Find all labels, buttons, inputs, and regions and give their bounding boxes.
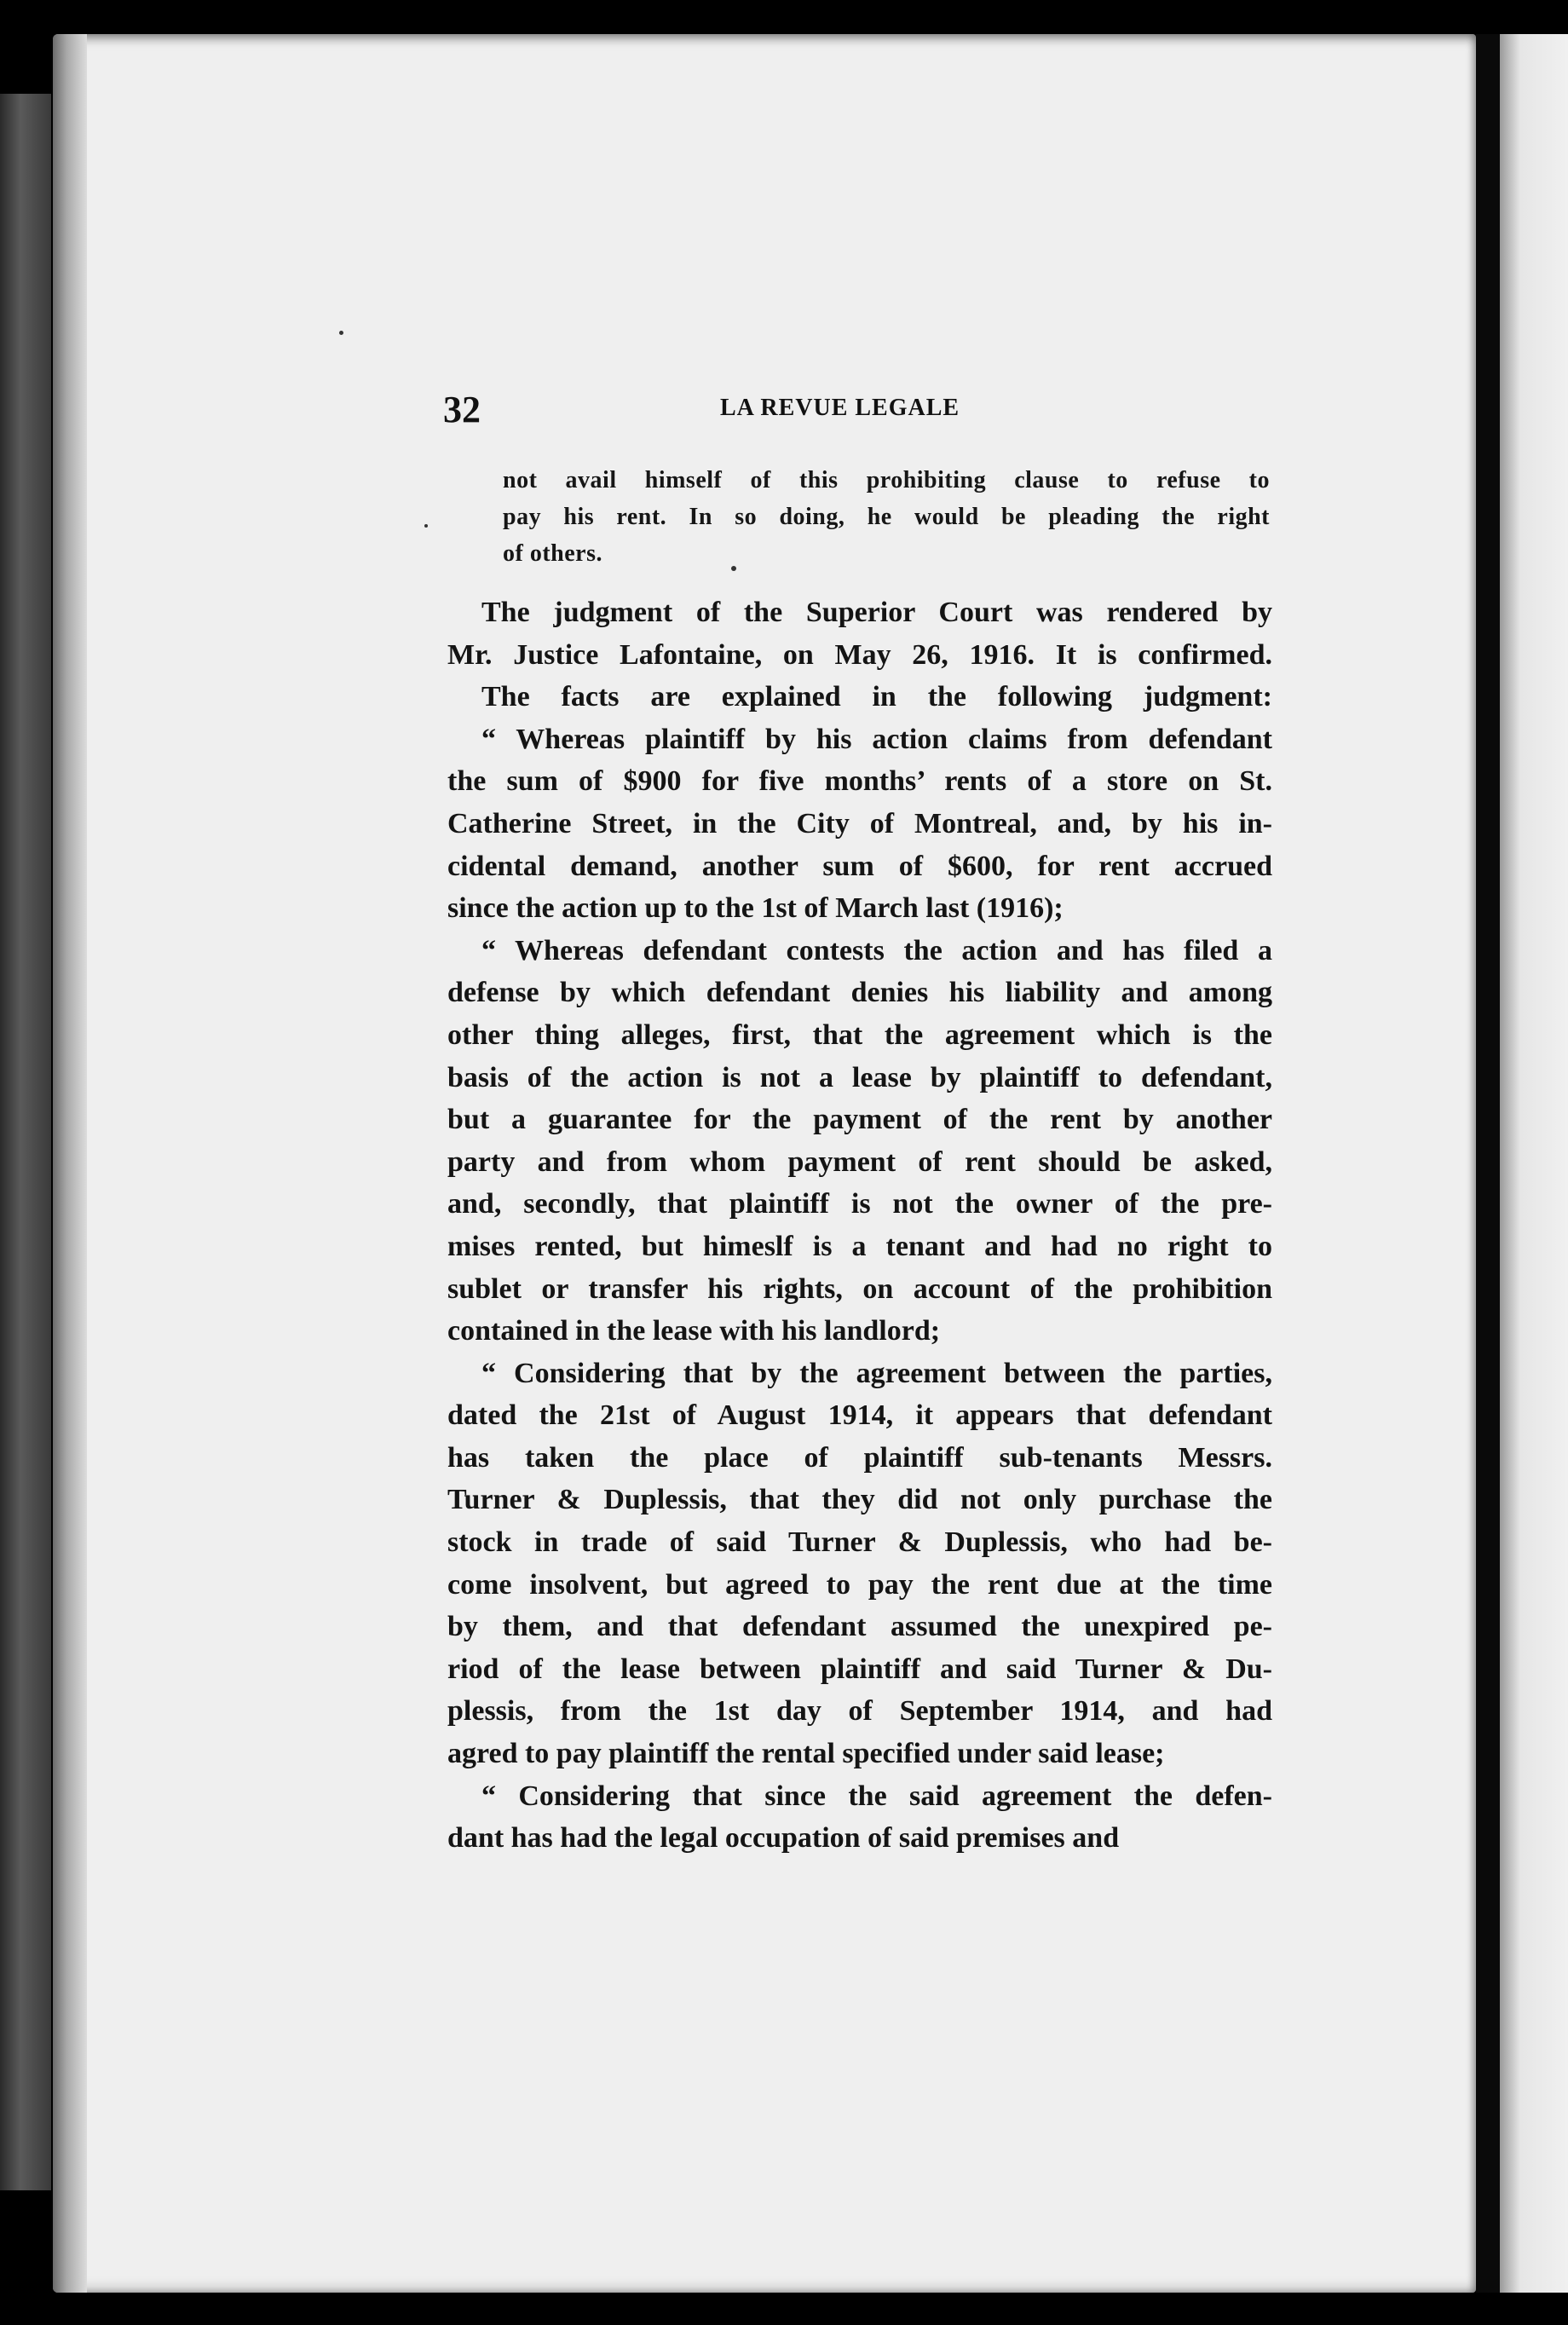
journal-title: LA REVUE LEGALE	[720, 395, 960, 421]
summary-line: pay his rent. In so doing, he would be pleading the right	[503, 504, 1270, 530]
body-line: plessis, from the 1st day of September 1914, and had	[447, 1695, 1272, 1728]
body-line: other thing alleges, first, that the agreement which is the	[447, 1018, 1272, 1051]
body-line: mises rented, but himeslf is a tenant and had no right to	[447, 1230, 1272, 1262]
body-line: Mr. Justice Lafontaine, on May 26, 1916. It is confirmed.	[447, 638, 1272, 671]
body-line: contained in the lease with his landlord;	[447, 1315, 941, 1347]
body-line: Turner & Duplessis, that they did not only purchase the	[447, 1484, 1272, 1516]
body-line: dated the 21st of August 1914, it appears that defendant	[447, 1399, 1272, 1432]
judgment-body	[447, 591, 1272, 1860]
body-line: stock in trade of said Turner & Duplessis, who had be-	[447, 1526, 1272, 1559]
body-line: “ Considering that by the agreement between the parties,	[481, 1357, 1272, 1389]
body-line: The judgment of the Superior Court was rendered by	[481, 597, 1272, 628]
body-line: and, secondly, that plaintiff is not the owner of the pre-	[447, 1188, 1272, 1220]
next-page-edge	[1500, 34, 1568, 2293]
body-line: defense by which defendant denies his liability and among	[447, 977, 1272, 1009]
book-left-edge	[0, 94, 51, 2190]
summary-line: of others.	[503, 540, 602, 567]
body-line: “ Whereas defendant contests the action and has filed a	[481, 934, 1272, 966]
body-line: come insolvent, but agreed to pay the rent due at the time	[447, 1568, 1272, 1601]
body-line: dant has had the legal occupation of said premises and	[447, 1822, 1120, 1855]
body-line: Catherine Street, in the City of Montreal, and, by his in-	[447, 807, 1272, 839]
body-line: has taken the place of plaintiff sub-tenants Messrs.	[447, 1441, 1272, 1474]
headnote-summary	[503, 462, 1270, 572]
page-number: 32	[443, 389, 481, 430]
body-line: party and from whom payment of rent should be asked,	[447, 1145, 1272, 1178]
body-line: “ Whereas plaintiff by his action claims from defendant	[481, 723, 1272, 755]
gutter-shadow	[1476, 34, 1500, 2293]
body-line: The facts are explained in the following judgment:	[481, 681, 1272, 713]
body-line: by them, and that defendant assumed the unexpired pe-	[447, 1611, 1272, 1643]
body-line: agred to pay plaintiff the rental specified under said lease;	[447, 1738, 1165, 1770]
page-binding-edge	[53, 34, 87, 2293]
body-line: cidental demand, another sum of $600, for rent accrued	[447, 850, 1272, 882]
body-line: the sum of $900 for five months’ rents of a store on St.	[447, 765, 1272, 798]
body-line: basis of the action is not a lease by plaintiff to defendant,	[447, 1061, 1272, 1093]
body-line: “ Considering that since the said agreement the defen-	[481, 1780, 1272, 1812]
summary-line: not avail himself of this prohibiting clause to refuse to	[503, 467, 1270, 493]
print-speck	[424, 524, 428, 528]
print-speck	[731, 566, 736, 571]
body-line: since the action up to the 1st of March last (1916);	[447, 892, 1064, 925]
print-speck	[339, 331, 343, 335]
running-head	[443, 388, 1295, 439]
body-line: riod of the lease between plaintiff and said Turner & Du-	[447, 1653, 1272, 1685]
body-line: sublet or transfer his rights, on account of the prohibition	[447, 1272, 1272, 1305]
body-line: but a guarantee for the payment of the rent by another	[447, 1104, 1272, 1136]
